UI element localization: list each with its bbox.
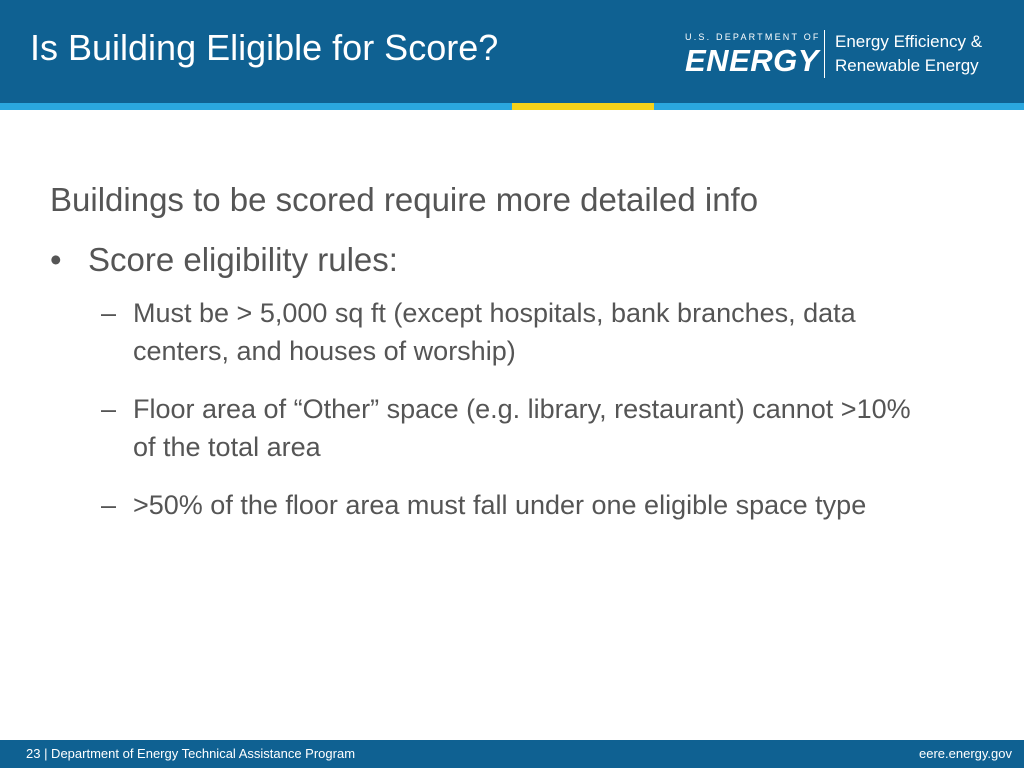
sub-bullet-list bbox=[50, 294, 950, 524]
logo-eere-line-2: Renewable Energy bbox=[835, 56, 979, 75]
accent-stripe-blue-right bbox=[654, 103, 1024, 110]
footer-website: eere.energy.gov bbox=[919, 746, 1012, 761]
sub-bullet-marker: – bbox=[101, 298, 117, 328]
bullet-marker: • bbox=[50, 241, 62, 278]
bullet-text: Score eligibility rules: bbox=[88, 241, 398, 278]
logo-eere-line-1: Energy Efficiency & bbox=[835, 32, 983, 51]
accent-stripe-blue-left bbox=[0, 103, 512, 110]
sub-bullet-marker: – bbox=[101, 490, 117, 520]
slide-content bbox=[50, 178, 950, 544]
sub-bullet-text: Must be > 5,000 sq ft (except hospitals, bank branches, data centers, and houses of worship) bbox=[133, 298, 856, 366]
footer-page-info: 23 | Department of Energy Technical Assistance Program bbox=[26, 746, 356, 761]
sub-bullet-text: >50% of the floor area must fall under one eligible space type bbox=[133, 490, 867, 520]
accent-stripe-yellow bbox=[512, 103, 654, 110]
lead-statement: Buildings to be scored require more detailed info bbox=[50, 181, 759, 218]
logo-divider bbox=[824, 30, 825, 78]
sub-bullet-item bbox=[50, 390, 933, 466]
footer-bar bbox=[0, 740, 1024, 768]
logo-department-text: U.S. DEPARTMENT OF bbox=[685, 32, 821, 42]
sub-bullet-marker: – bbox=[101, 394, 117, 424]
sub-bullet-item bbox=[50, 486, 933, 524]
header-bar bbox=[0, 0, 1024, 103]
bullet-item bbox=[50, 238, 950, 282]
slide-title: Is Building Eligible for Score? bbox=[30, 27, 499, 68]
doe-eere-logo bbox=[685, 29, 1005, 79]
sub-bullet-item bbox=[50, 294, 933, 370]
sub-bullet-text: Floor area of “Other” space (e.g. library, restaurant) cannot >10% of the total area bbox=[133, 394, 911, 462]
logo-energy-text: ENERGY bbox=[685, 43, 819, 78]
